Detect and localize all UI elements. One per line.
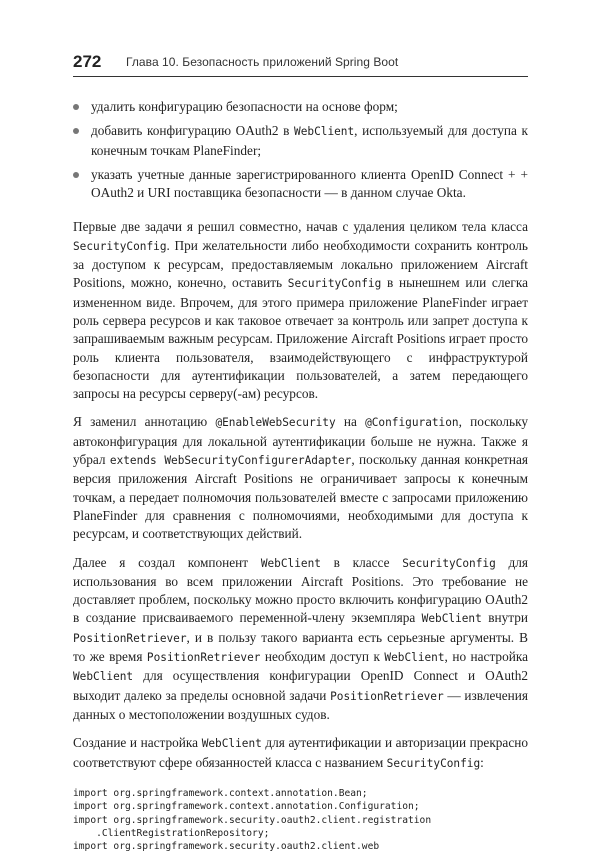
bullet-item: указать учетные данные зарегистрированного клиента OpenID Connect + + OAuth2 и URI поставщика безопасности — в данном случае Okta. <box>73 166 528 203</box>
inline-code: SecurityConfig <box>73 239 167 253</box>
inline-code: WebClient <box>260 556 321 570</box>
code-line: .ClientRegistrationRepository; <box>73 828 270 840</box>
inline-code: WebClient <box>384 651 445 665</box>
inline-code: PositionRetriever <box>73 631 187 645</box>
paragraph: Я заменил аннотацию @EnableWebSecurity на @Configuration, поскольку автоконфигурация для локальной аутентификации больше не нужна. Также я убрал extends WebSecurityConfigurerAdapter, поскольку данная конкретная версия приложения Aircraft Positions не ограничивает запросы к конечным точкам, а передает полномочия пользователей вместе с запросами приложению PlaneFinder для сравнения с полномочиями, необходимыми для доступа к ресурсам, и соответствующих действий. <box>73 414 528 542</box>
bullet-item: удалить конфигурацию безопасности на основе форм; <box>73 98 528 116</box>
code-line: import org.springframework.context.annotation.Bean; <box>73 787 368 799</box>
paragraph: Далее я создал компонент WebClient в классе SecurityConfig для использования во всем приложении Aircraft Positions. Это требование не доставляет проблем, поскольку можно просто включить конфигурацию OAuth2 в создание присваиваемого переменной-члену экземпляра WebClient внутри PositionRetriever, и в пользу такого варианта есть серьезные аргументы. В то же время PositionRetriever необходим доступ к WebClient, но настройка WebClient для осуществления конфигурации OpenID Connect и OAuth2 выходит далеко за пределы основной задачи PositionRetriever — извлечения данных о местоположении воздушных судов. <box>73 554 529 722</box>
page-number: 272 <box>73 52 102 71</box>
code-line: import org.springframework.security.oauth2.client.registration <box>73 814 432 826</box>
inline-code: SecurityConfig <box>402 556 496 570</box>
bullet-list <box>73 98 528 202</box>
inline-code: WebClient <box>294 125 355 139</box>
inline-code: @Configuration <box>365 416 459 430</box>
inline-code: extends WebSecurityConfigurerAdapter <box>109 454 352 468</box>
inline-code: SecurityConfig <box>386 756 481 770</box>
bullet-item: добавить конфигурацию OAuth2 в WebClient, используемый для доступа к конечным точкам PlaneFinder; <box>73 122 528 160</box>
inline-code: WebClient <box>421 612 482 626</box>
inline-code: WebClient <box>201 737 262 751</box>
inline-code: PositionRetriever <box>146 651 261 665</box>
inline-code: SecurityConfig <box>287 277 382 291</box>
code-line: import org.springframework.security.oauth2.client.web <box>73 841 380 853</box>
chapter-title: Глава 10. Безопасность приложений Spring Boot <box>126 55 399 69</box>
code-listing <box>73 787 528 854</box>
inline-code: WebClient <box>73 670 134 684</box>
code-line: import org.springframework.context.annotation.Configuration; <box>73 801 420 813</box>
page-body <box>73 98 528 854</box>
inline-code: @EnableWebSecurity <box>215 416 336 430</box>
running-header <box>73 52 528 77</box>
paragraph: Создание и настройка WebClient для аутентификации и авторизации прекрасно соответствуют сфере обязанностей класса с названием SecurityConfig: <box>73 735 528 770</box>
paragraph: Первые две задачи я решил совместно, начав с удаления целиком тела класса SecurityConfig. При желательности либо необходимости сохранить контроль за доступом к ресурсам, предоставляемым локально приложением Aircraft Positions, можно, конечно, оставить SecurityConfig в нынешнем или слегка измененном виде. Впрочем, для этого примера приложение PlaneFinder играет роль сервера ресурсов и как таковое отвечает за контроль или запрет доступа к запрашиваемым важным ресурсам. Приложение Aircraft Positions играет просто роль клиента пользователя, взаимодействующего с инфраструктурой безопасности для аутентификации пользователей, а затем передающего запросы на ресурсы серверу(-ам) ресурсов. <box>73 219 528 402</box>
inline-code: PositionRetriever <box>330 689 444 703</box>
